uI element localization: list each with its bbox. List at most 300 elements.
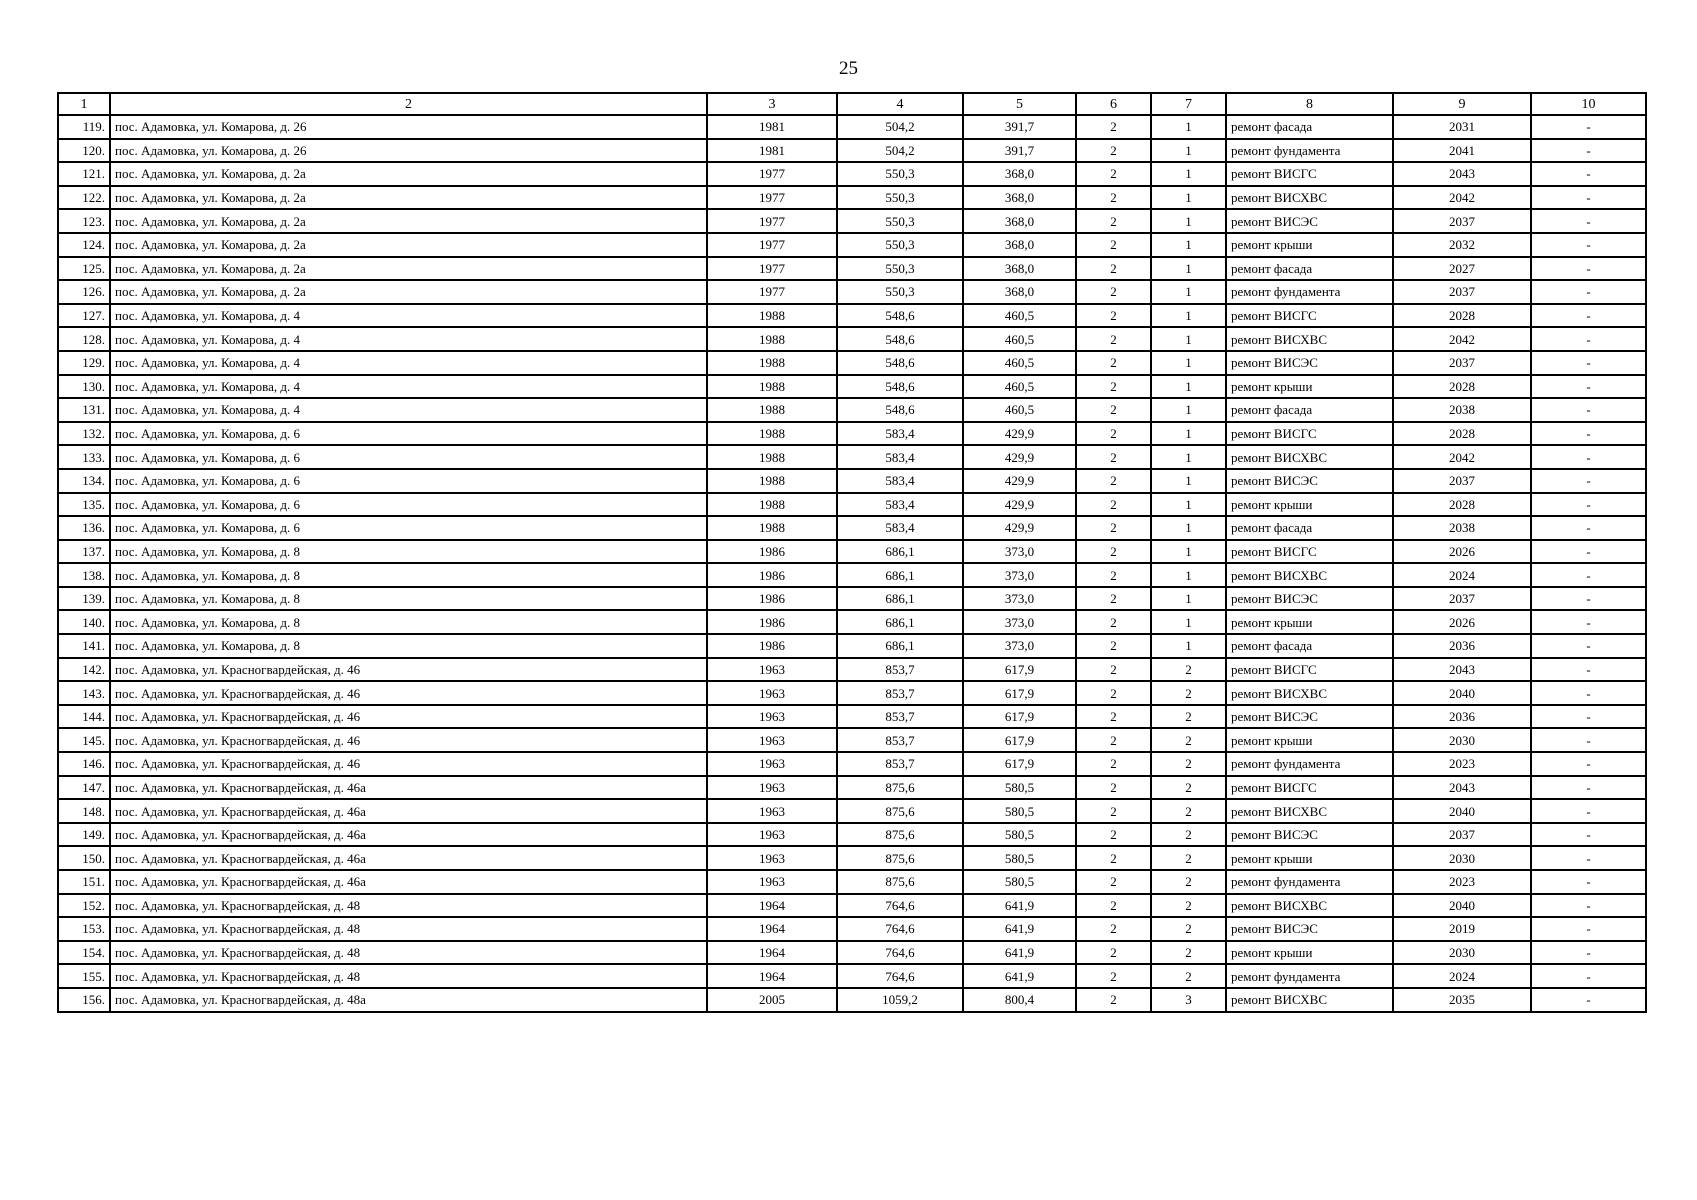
planned-year-cell: 2043 [1393, 776, 1531, 800]
floors-cell: 2 [1076, 115, 1151, 139]
table-row [58, 964, 1646, 988]
year-built-cell: 1963 [707, 705, 837, 729]
table-row [58, 540, 1646, 564]
address-cell: пос. Адамовка, ул. Красногвардейская, д. 46а [110, 799, 707, 823]
row-number-cell: 140. [58, 610, 110, 634]
floors-cell: 2 [1076, 658, 1151, 682]
entrances-cell: 2 [1151, 681, 1226, 705]
work-type-cell: ремонт ВИСГС [1226, 422, 1393, 446]
table-row [58, 162, 1646, 186]
row-number-cell: 132. [58, 422, 110, 446]
address-cell: пос. Адамовка, ул. Красногвардейская, д. 46 [110, 658, 707, 682]
note-cell: - [1531, 375, 1646, 399]
note-cell: - [1531, 233, 1646, 257]
work-type-cell: ремонт ВИСХВС [1226, 186, 1393, 210]
row-number-cell: 134. [58, 469, 110, 493]
planned-year-cell: 2041 [1393, 139, 1531, 163]
year-built-cell: 1963 [707, 658, 837, 682]
note-cell: - [1531, 894, 1646, 918]
living-area-cell: 617,9 [963, 728, 1076, 752]
table-row [58, 469, 1646, 493]
total-area-cell: 853,7 [837, 658, 963, 682]
total-area-cell: 550,3 [837, 209, 963, 233]
work-type-cell: ремонт крыши [1226, 941, 1393, 965]
note-cell: - [1531, 823, 1646, 847]
table-row [58, 941, 1646, 965]
note-cell: - [1531, 304, 1646, 328]
floors-cell: 2 [1076, 705, 1151, 729]
year-built-cell: 1988 [707, 327, 837, 351]
address-cell: пос. Адамовка, ул. Комарова, д. 2а [110, 186, 707, 210]
floors-cell: 2 [1076, 870, 1151, 894]
entrances-cell: 1 [1151, 304, 1226, 328]
floors-cell: 2 [1076, 186, 1151, 210]
note-cell: - [1531, 563, 1646, 587]
floors-cell: 2 [1076, 469, 1151, 493]
year-built-cell: 1981 [707, 115, 837, 139]
living-area-cell: 580,5 [963, 870, 1076, 894]
planned-year-cell: 2030 [1393, 941, 1531, 965]
work-type-cell: ремонт крыши [1226, 493, 1393, 517]
living-area-cell: 368,0 [963, 162, 1076, 186]
planned-year-cell: 2023 [1393, 752, 1531, 776]
living-area-cell: 641,9 [963, 941, 1076, 965]
table-row [58, 752, 1646, 776]
floors-cell: 2 [1076, 799, 1151, 823]
row-number-cell: 142. [58, 658, 110, 682]
floors-cell: 2 [1076, 610, 1151, 634]
address-cell: пос. Адамовка, ул. Комарова, д. 26 [110, 115, 707, 139]
floors-cell: 2 [1076, 257, 1151, 281]
row-number-cell: 124. [58, 233, 110, 257]
header-row [58, 93, 1646, 115]
column-header: 3 [707, 93, 837, 115]
floors-cell: 2 [1076, 516, 1151, 540]
repair-schedule-table [57, 92, 1647, 1013]
column-header: 2 [110, 93, 707, 115]
planned-year-cell: 2028 [1393, 304, 1531, 328]
floors-cell: 2 [1076, 351, 1151, 375]
entrances-cell: 1 [1151, 540, 1226, 564]
note-cell: - [1531, 398, 1646, 422]
total-area-cell: 583,4 [837, 493, 963, 517]
entrances-cell: 1 [1151, 610, 1226, 634]
entrances-cell: 1 [1151, 139, 1226, 163]
row-number-cell: 145. [58, 728, 110, 752]
note-cell: - [1531, 870, 1646, 894]
year-built-cell: 1986 [707, 540, 837, 564]
work-type-cell: ремонт ВИСХВС [1226, 799, 1393, 823]
entrances-cell: 1 [1151, 634, 1226, 658]
living-area-cell: 580,5 [963, 823, 1076, 847]
table-row [58, 634, 1646, 658]
entrances-cell: 1 [1151, 563, 1226, 587]
work-type-cell: ремонт ВИСЭС [1226, 705, 1393, 729]
total-area-cell: 550,3 [837, 280, 963, 304]
year-built-cell: 1963 [707, 870, 837, 894]
table-row [58, 846, 1646, 870]
row-number-cell: 126. [58, 280, 110, 304]
note-cell: - [1531, 422, 1646, 446]
planned-year-cell: 2040 [1393, 681, 1531, 705]
note-cell: - [1531, 705, 1646, 729]
address-cell: пос. Адамовка, ул. Комарова, д. 4 [110, 327, 707, 351]
entrances-cell: 2 [1151, 776, 1226, 800]
work-type-cell: ремонт ВИСЭС [1226, 917, 1393, 941]
work-type-cell: ремонт фасада [1226, 634, 1393, 658]
total-area-cell: 686,1 [837, 540, 963, 564]
year-built-cell: 2005 [707, 988, 837, 1012]
planned-year-cell: 2032 [1393, 233, 1531, 257]
work-type-cell: ремонт фундамента [1226, 139, 1393, 163]
planned-year-cell: 2026 [1393, 540, 1531, 564]
note-cell: - [1531, 445, 1646, 469]
work-type-cell: ремонт фасада [1226, 398, 1393, 422]
planned-year-cell: 2028 [1393, 375, 1531, 399]
floors-cell: 2 [1076, 162, 1151, 186]
table-row [58, 280, 1646, 304]
address-cell: пос. Адамовка, ул. Комарова, д. 2а [110, 280, 707, 304]
address-cell: пос. Адамовка, ул. Комарова, д. 4 [110, 351, 707, 375]
living-area-cell: 641,9 [963, 964, 1076, 988]
work-type-cell: ремонт фундамента [1226, 280, 1393, 304]
address-cell: пос. Адамовка, ул. Комарова, д. 8 [110, 610, 707, 634]
living-area-cell: 617,9 [963, 705, 1076, 729]
note-cell: - [1531, 917, 1646, 941]
entrances-cell: 2 [1151, 728, 1226, 752]
work-type-cell: ремонт ВИСЭС [1226, 469, 1393, 493]
planned-year-cell: 2037 [1393, 351, 1531, 375]
note-cell: - [1531, 634, 1646, 658]
note-cell: - [1531, 280, 1646, 304]
living-area-cell: 373,0 [963, 610, 1076, 634]
row-number-cell: 151. [58, 870, 110, 894]
entrances-cell: 1 [1151, 209, 1226, 233]
row-number-cell: 120. [58, 139, 110, 163]
total-area-cell: 764,6 [837, 941, 963, 965]
column-header: 6 [1076, 93, 1151, 115]
work-type-cell: ремонт ВИСГС [1226, 776, 1393, 800]
living-area-cell: 460,5 [963, 398, 1076, 422]
planned-year-cell: 2028 [1393, 422, 1531, 446]
row-number-cell: 141. [58, 634, 110, 658]
note-cell: - [1531, 941, 1646, 965]
work-type-cell: ремонт ВИСГС [1226, 162, 1393, 186]
work-type-cell: ремонт фасада [1226, 516, 1393, 540]
year-built-cell: 1963 [707, 823, 837, 847]
total-area-cell: 550,3 [837, 186, 963, 210]
note-cell: - [1531, 493, 1646, 517]
table-row [58, 728, 1646, 752]
floors-cell: 2 [1076, 398, 1151, 422]
living-area-cell: 617,9 [963, 752, 1076, 776]
address-cell: пос. Адамовка, ул. Красногвардейская, д. 46а [110, 823, 707, 847]
living-area-cell: 391,7 [963, 115, 1076, 139]
work-type-cell: ремонт фасада [1226, 115, 1393, 139]
address-cell: пос. Адамовка, ул. Красногвардейская, д. 48 [110, 941, 707, 965]
address-cell: пос. Адамовка, ул. Красногвардейская, д. 48 [110, 917, 707, 941]
row-number-cell: 150. [58, 846, 110, 870]
floors-cell: 2 [1076, 233, 1151, 257]
entrances-cell: 2 [1151, 964, 1226, 988]
note-cell: - [1531, 776, 1646, 800]
living-area-cell: 429,9 [963, 493, 1076, 517]
table-row [58, 139, 1646, 163]
entrances-cell: 2 [1151, 917, 1226, 941]
total-area-cell: 550,3 [837, 257, 963, 281]
note-cell: - [1531, 610, 1646, 634]
living-area-cell: 580,5 [963, 776, 1076, 800]
table-row [58, 610, 1646, 634]
total-area-cell: 548,6 [837, 327, 963, 351]
floors-cell: 2 [1076, 823, 1151, 847]
work-type-cell: ремонт ВИСЭС [1226, 209, 1393, 233]
living-area-cell: 641,9 [963, 917, 1076, 941]
planned-year-cell: 2030 [1393, 846, 1531, 870]
entrances-cell: 1 [1151, 115, 1226, 139]
year-built-cell: 1963 [707, 681, 837, 705]
living-area-cell: 368,0 [963, 233, 1076, 257]
table-row [58, 304, 1646, 328]
floors-cell: 2 [1076, 280, 1151, 304]
note-cell: - [1531, 327, 1646, 351]
year-built-cell: 1977 [707, 162, 837, 186]
address-cell: пос. Адамовка, ул. Комарова, д. 6 [110, 516, 707, 540]
living-area-cell: 580,5 [963, 846, 1076, 870]
total-area-cell: 686,1 [837, 563, 963, 587]
planned-year-cell: 2037 [1393, 469, 1531, 493]
living-area-cell: 460,5 [963, 327, 1076, 351]
living-area-cell: 368,0 [963, 186, 1076, 210]
work-type-cell: ремонт ВИСГС [1226, 540, 1393, 564]
year-built-cell: 1977 [707, 186, 837, 210]
floors-cell: 2 [1076, 988, 1151, 1012]
note-cell: - [1531, 209, 1646, 233]
table-row [58, 209, 1646, 233]
note-cell: - [1531, 658, 1646, 682]
total-area-cell: 583,4 [837, 469, 963, 493]
planned-year-cell: 2036 [1393, 705, 1531, 729]
column-header: 4 [837, 93, 963, 115]
total-area-cell: 764,6 [837, 894, 963, 918]
address-cell: пос. Адамовка, ул. Комарова, д. 6 [110, 422, 707, 446]
total-area-cell: 504,2 [837, 115, 963, 139]
total-area-cell: 583,4 [837, 516, 963, 540]
total-area-cell: 875,6 [837, 823, 963, 847]
total-area-cell: 583,4 [837, 445, 963, 469]
address-cell: пос. Адамовка, ул. Красногвардейская, д. 46а [110, 870, 707, 894]
table-row [58, 681, 1646, 705]
year-built-cell: 1964 [707, 964, 837, 988]
row-number-cell: 131. [58, 398, 110, 422]
work-type-cell: ремонт крыши [1226, 375, 1393, 399]
note-cell: - [1531, 799, 1646, 823]
work-type-cell: ремонт ВИСХВС [1226, 327, 1393, 351]
floors-cell: 2 [1076, 894, 1151, 918]
living-area-cell: 368,0 [963, 257, 1076, 281]
note-cell: - [1531, 516, 1646, 540]
floors-cell: 2 [1076, 304, 1151, 328]
floors-cell: 2 [1076, 681, 1151, 705]
planned-year-cell: 2036 [1393, 634, 1531, 658]
entrances-cell: 1 [1151, 587, 1226, 611]
note-cell: - [1531, 728, 1646, 752]
planned-year-cell: 2038 [1393, 398, 1531, 422]
work-type-cell: ремонт фасада [1226, 257, 1393, 281]
note-cell: - [1531, 257, 1646, 281]
total-area-cell: 875,6 [837, 799, 963, 823]
entrances-cell: 1 [1151, 493, 1226, 517]
column-header: 9 [1393, 93, 1531, 115]
planned-year-cell: 2037 [1393, 587, 1531, 611]
row-number-cell: 127. [58, 304, 110, 328]
column-header: 7 [1151, 93, 1226, 115]
address-cell: пос. Адамовка, ул. Красногвардейская, д. 46а [110, 846, 707, 870]
entrances-cell: 1 [1151, 516, 1226, 540]
table-row [58, 398, 1646, 422]
floors-cell: 2 [1076, 445, 1151, 469]
table-row [58, 823, 1646, 847]
address-cell: пос. Адамовка, ул. Комарова, д. 8 [110, 634, 707, 658]
planned-year-cell: 2042 [1393, 186, 1531, 210]
table-row [58, 587, 1646, 611]
total-area-cell: 686,1 [837, 610, 963, 634]
entrances-cell: 1 [1151, 422, 1226, 446]
year-built-cell: 1986 [707, 587, 837, 611]
address-cell: пос. Адамовка, ул. Комарова, д. 8 [110, 563, 707, 587]
total-area-cell: 853,7 [837, 752, 963, 776]
note-cell: - [1531, 186, 1646, 210]
row-number-cell: 133. [58, 445, 110, 469]
planned-year-cell: 2024 [1393, 964, 1531, 988]
total-area-cell: 548,6 [837, 375, 963, 399]
floors-cell: 2 [1076, 209, 1151, 233]
entrances-cell: 1 [1151, 351, 1226, 375]
year-built-cell: 1963 [707, 776, 837, 800]
work-type-cell: ремонт крыши [1226, 728, 1393, 752]
row-number-cell: 155. [58, 964, 110, 988]
entrances-cell: 2 [1151, 658, 1226, 682]
year-built-cell: 1977 [707, 233, 837, 257]
note-cell: - [1531, 964, 1646, 988]
planned-year-cell: 2037 [1393, 209, 1531, 233]
floors-cell: 2 [1076, 540, 1151, 564]
work-type-cell: ремонт ВИСХВС [1226, 681, 1393, 705]
planned-year-cell: 2028 [1393, 493, 1531, 517]
planned-year-cell: 2038 [1393, 516, 1531, 540]
floors-cell: 2 [1076, 776, 1151, 800]
planned-year-cell: 2024 [1393, 563, 1531, 587]
floors-cell: 2 [1076, 917, 1151, 941]
planned-year-cell: 2037 [1393, 280, 1531, 304]
work-type-cell: ремонт крыши [1226, 846, 1393, 870]
living-area-cell: 460,5 [963, 351, 1076, 375]
row-number-cell: 144. [58, 705, 110, 729]
total-area-cell: 548,6 [837, 398, 963, 422]
living-area-cell: 373,0 [963, 563, 1076, 587]
entrances-cell: 1 [1151, 186, 1226, 210]
work-type-cell: ремонт крыши [1226, 233, 1393, 257]
total-area-cell: 583,4 [837, 422, 963, 446]
total-area-cell: 853,7 [837, 681, 963, 705]
entrances-cell: 1 [1151, 398, 1226, 422]
living-area-cell: 641,9 [963, 894, 1076, 918]
year-built-cell: 1988 [707, 516, 837, 540]
total-area-cell: 875,6 [837, 776, 963, 800]
total-area-cell: 548,6 [837, 304, 963, 328]
planned-year-cell: 2042 [1393, 327, 1531, 351]
year-built-cell: 1986 [707, 563, 837, 587]
planned-year-cell: 2042 [1393, 445, 1531, 469]
planned-year-cell: 2035 [1393, 988, 1531, 1012]
planned-year-cell: 2043 [1393, 162, 1531, 186]
living-area-cell: 373,0 [963, 634, 1076, 658]
year-built-cell: 1988 [707, 351, 837, 375]
year-built-cell: 1963 [707, 728, 837, 752]
entrances-cell: 1 [1151, 375, 1226, 399]
entrances-cell: 2 [1151, 894, 1226, 918]
floors-cell: 2 [1076, 964, 1151, 988]
total-area-cell: 686,1 [837, 587, 963, 611]
note-cell: - [1531, 162, 1646, 186]
row-number-cell: 121. [58, 162, 110, 186]
year-built-cell: 1988 [707, 375, 837, 399]
work-type-cell: ремонт ВИСХВС [1226, 445, 1393, 469]
year-built-cell: 1981 [707, 139, 837, 163]
entrances-cell: 2 [1151, 846, 1226, 870]
note-cell: - [1531, 540, 1646, 564]
planned-year-cell: 2040 [1393, 894, 1531, 918]
floors-cell: 2 [1076, 587, 1151, 611]
row-number-cell: 122. [58, 186, 110, 210]
living-area-cell: 373,0 [963, 540, 1076, 564]
entrances-cell: 2 [1151, 870, 1226, 894]
floors-cell: 2 [1076, 422, 1151, 446]
note-cell: - [1531, 351, 1646, 375]
total-area-cell: 853,7 [837, 728, 963, 752]
address-cell: пос. Адамовка, ул. Комарова, д. 6 [110, 493, 707, 517]
total-area-cell: 875,6 [837, 846, 963, 870]
entrances-cell: 3 [1151, 988, 1226, 1012]
entrances-cell: 2 [1151, 705, 1226, 729]
year-built-cell: 1964 [707, 894, 837, 918]
entrances-cell: 1 [1151, 162, 1226, 186]
table-row [58, 257, 1646, 281]
column-header: 5 [963, 93, 1076, 115]
row-number-cell: 153. [58, 917, 110, 941]
living-area-cell: 429,9 [963, 445, 1076, 469]
entrances-cell: 1 [1151, 233, 1226, 257]
floors-cell: 2 [1076, 846, 1151, 870]
row-number-cell: 147. [58, 776, 110, 800]
row-number-cell: 137. [58, 540, 110, 564]
address-cell: пос. Адамовка, ул. Комарова, д. 6 [110, 445, 707, 469]
column-header: 10 [1531, 93, 1646, 115]
total-area-cell: 504,2 [837, 139, 963, 163]
table-row [58, 516, 1646, 540]
table-row [58, 233, 1646, 257]
row-number-cell: 128. [58, 327, 110, 351]
address-cell: пос. Адамовка, ул. Красногвардейская, д. 48а [110, 988, 707, 1012]
entrances-cell: 1 [1151, 257, 1226, 281]
address-cell: пос. Адамовка, ул. Комарова, д. 6 [110, 469, 707, 493]
note-cell: - [1531, 846, 1646, 870]
work-type-cell: ремонт ВИСЭС [1226, 823, 1393, 847]
work-type-cell: ремонт ВИСЭС [1226, 587, 1393, 611]
work-type-cell: ремонт ВИСГС [1226, 658, 1393, 682]
table-row [58, 988, 1646, 1012]
living-area-cell: 617,9 [963, 658, 1076, 682]
